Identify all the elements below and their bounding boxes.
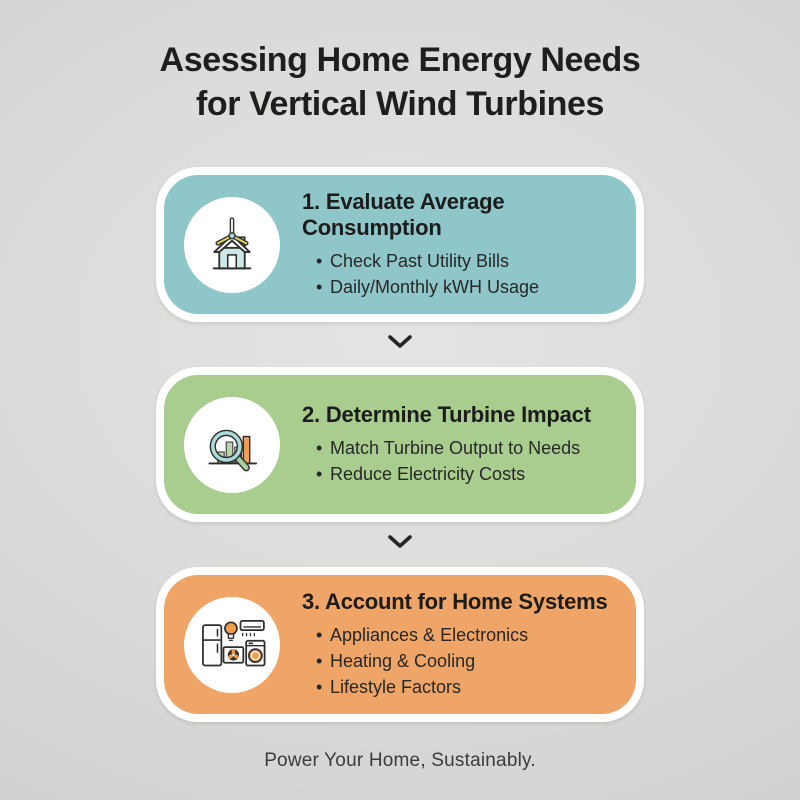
title-line-2: for Vertical Wind Turbines <box>195 85 605 123</box>
step-card-3 <box>156 567 644 722</box>
chevron-down-icon <box>386 333 414 351</box>
step-card-3-body <box>164 575 636 714</box>
step-2-icon-circle <box>184 397 280 493</box>
tagline: Power Your Home, Sustainably. <box>264 750 536 771</box>
bullet-item: • Lifestyle Factors <box>316 674 608 700</box>
step-3-icon-circle <box>184 597 280 693</box>
bullet-item: • Daily/Monthly kWH Usage <box>316 274 626 300</box>
step-3-heading: 3. Account for Home Systems <box>302 589 608 614</box>
chevron-down-icon <box>386 533 414 551</box>
bullet-item: • Match Turbine Output to Needs <box>316 435 591 461</box>
step-2-heading: 2. Determine Turbine Impact <box>302 402 591 427</box>
step-1-bullets <box>302 248 626 300</box>
step-card-2-body <box>164 375 636 514</box>
step-3-text <box>302 589 608 700</box>
home-appliances-icon <box>198 611 266 679</box>
bullet-item: • Reduce Electricity Costs <box>316 461 591 487</box>
bullet-item: • Heating & Cooling <box>316 648 608 674</box>
step-card-2 <box>156 367 644 522</box>
title-line-1: Asessing Home Energy Needs <box>159 41 641 79</box>
step-2-bullets <box>302 435 591 487</box>
bullet-item: • Check Past Utility Bills <box>316 248 626 274</box>
step-1-text <box>302 189 626 300</box>
page-title <box>0 38 800 126</box>
bullet-item: • Appliances & Electronics <box>316 622 608 648</box>
step-3-bullets <box>302 622 608 700</box>
step-1-icon-circle <box>184 197 280 293</box>
step-card-1-body <box>164 175 636 314</box>
magnifier-bar-chart-icon <box>198 411 266 479</box>
step-card-1 <box>156 167 644 322</box>
step-2-text <box>302 402 591 487</box>
house-wind-turbine-icon <box>198 211 266 279</box>
step-1-heading: 1. Evaluate Average Consumption <box>302 189 505 240</box>
